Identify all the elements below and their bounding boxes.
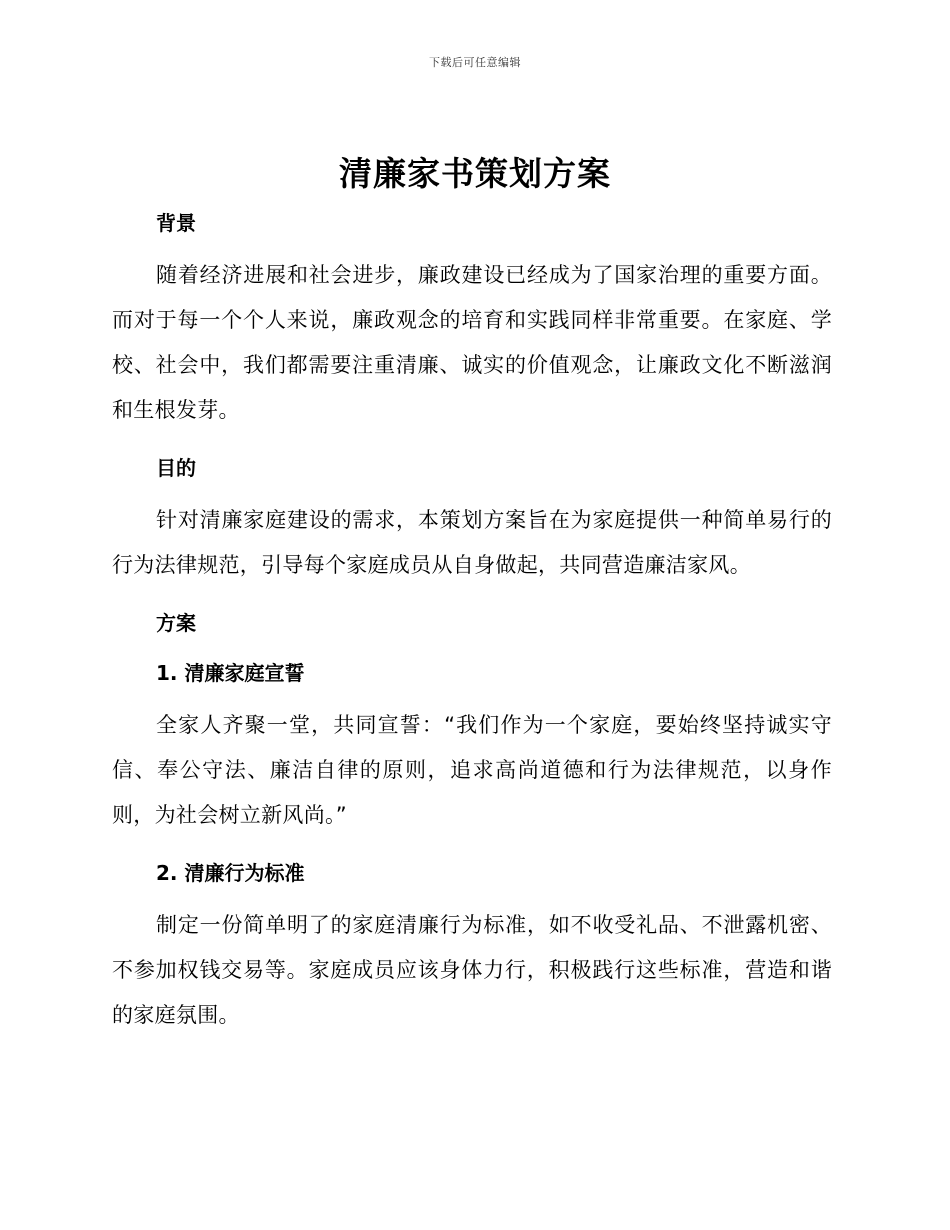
paragraph-standards: 制定一份简单明了的家庭清廉行为标准，如不收受礼品、不泄露机密、不参加权钱交易等。家庭成员应该身体力行，积极践行这些标准，营造和谐的家庭氛围。 xyxy=(112,913,832,1027)
section-heading-standards: 2. 清廉行为标准 xyxy=(156,861,305,885)
paragraph-background: 随着经济进展和社会进步，廉政建设已经成为了国家治理的重要方面。而对于每一个个人来说，廉政观念的培育和实践同样非常重要。在家庭、学校、社会中，我们都需要注重清廉、诚实的价值观念，让廉政文化不断滋润和生根发芽。 xyxy=(112,263,832,422)
document-body xyxy=(112,203,832,1053)
header-note: 下载后可任意编辑 xyxy=(429,56,521,69)
document-title: 清廉家书策划方案 xyxy=(339,154,611,193)
section-heading-background: 背景 xyxy=(156,211,196,235)
paragraph-oath: 全家人齐聚一堂，共同宣誓：“我们作为一个家庭，要始终坚持诚实守信、奉公守法、廉洁自律的原则，追求高尚道德和行为法律规范，以身作则，为社会树立新风尚。” xyxy=(112,713,832,827)
section-heading-purpose: 目的 xyxy=(156,456,196,480)
section-heading-oath: 1. 清廉家庭宣誓 xyxy=(156,661,305,685)
section-heading-plan: 方案 xyxy=(156,611,196,635)
paragraph-purpose: 针对清廉家庭建设的需求，本策划方案旨在为家庭提供一种简单易行的行为法律规范，引导每个家庭成员从自身做起，共同营造廉洁家风。 xyxy=(112,508,832,577)
